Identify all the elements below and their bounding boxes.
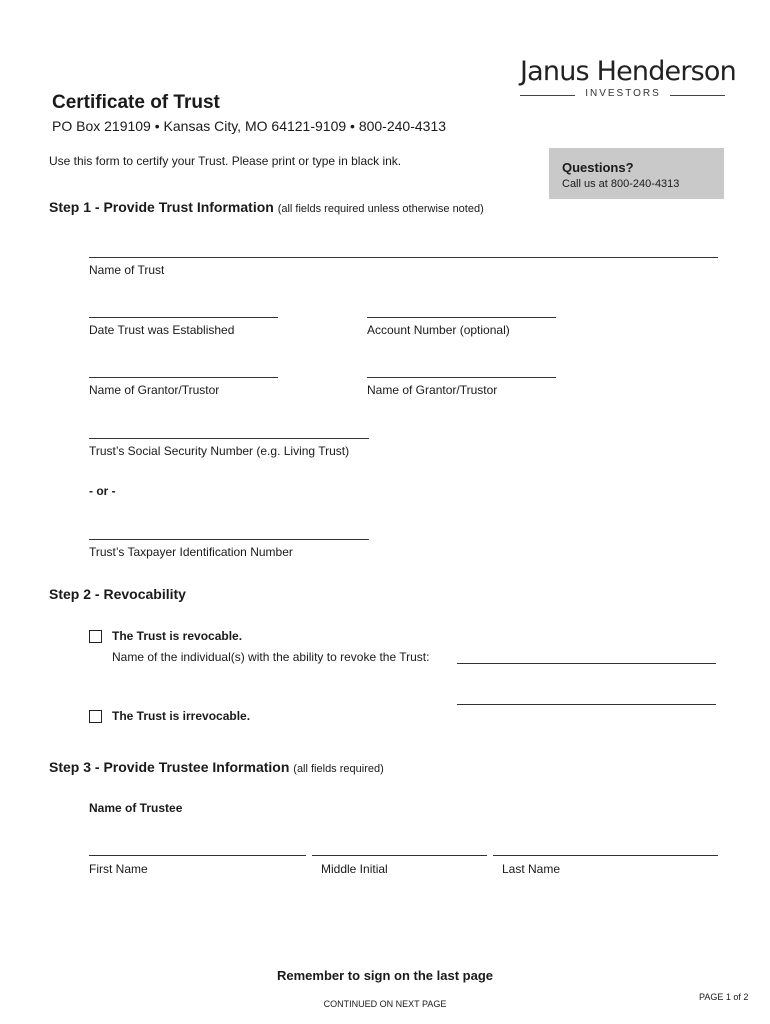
trust-name-field[interactable] — [89, 257, 718, 258]
logo-rule-left — [520, 95, 575, 96]
date-established-label: Date Trust was Established — [89, 323, 235, 337]
revocable-label: The Trust is revocable. — [112, 629, 243, 643]
logo-subtitle: INVESTORS — [585, 88, 661, 99]
account-number-field[interactable] — [367, 317, 556, 318]
or-separator: - or - — [89, 484, 116, 498]
mailing-address: PO Box 219109 • Kansas City, MO 64121-9109 • 800-240-4313 — [52, 118, 447, 134]
first-name-field[interactable] — [89, 855, 306, 856]
grantor-1-field[interactable] — [89, 377, 278, 378]
irrevocable-label: The Trust is irrevocable. — [112, 709, 251, 723]
tin-label: Trust’s Taxpayer Identification Number — [89, 545, 293, 559]
step2-heading: Step 2 - Revocability — [49, 586, 186, 602]
middle-initial-label: Middle Initial — [321, 862, 388, 876]
first-name-label: First Name — [89, 862, 148, 876]
step3-heading — [49, 759, 384, 775]
ssn-field[interactable] — [89, 438, 369, 439]
grantor-2-field[interactable] — [367, 377, 556, 378]
revoke-individuals-label: Name of the individual(s) with the ability to revoke the Trust: — [112, 650, 430, 664]
revoke-individuals-field-1[interactable] — [457, 663, 716, 664]
logo-rule-right — [670, 95, 725, 96]
continued-note: CONTINUED ON NEXT PAGE — [323, 999, 447, 1009]
sign-reminder: Remember to sign on the last page — [277, 968, 493, 983]
form-instructions: Use this form to certify your Trust. Please print or type in black ink. — [49, 154, 402, 168]
middle-initial-field[interactable] — [312, 855, 487, 856]
date-established-field[interactable] — [89, 317, 278, 318]
revoke-individuals-field-2[interactable] — [457, 704, 716, 705]
tin-field[interactable] — [89, 539, 369, 540]
revocable-checkbox[interactable] — [89, 630, 102, 643]
irrevocable-checkbox[interactable] — [89, 710, 102, 723]
ssn-label: Trust’s Social Security Number (e.g. Living Trust) — [89, 444, 350, 458]
step1-title: Step 1 - Provide Trust Information — [49, 199, 274, 215]
last-name-label: Last Name — [502, 862, 561, 876]
grantor-1-label: Name of Grantor/Trustor — [89, 383, 220, 397]
step3-title: Step 3 - Provide Trustee Information — [49, 759, 290, 775]
grantor-2-label: Name of Grantor/Trustor — [367, 383, 498, 397]
questions-box — [549, 148, 724, 199]
logo-wordmark: Janus Henderson — [520, 56, 736, 87]
step1-heading — [49, 199, 484, 215]
page-number: PAGE 1 of 2 — [699, 992, 749, 1002]
questions-phone: Call us at 800-240-4313 — [562, 178, 680, 190]
trustee-name-heading: Name of Trustee — [89, 801, 183, 815]
step3-note: (all fields required) — [293, 763, 384, 775]
trust-name-label: Name of Trust — [89, 263, 165, 277]
step1-note: (all fields required unless otherwise noted) — [277, 203, 484, 215]
logo-rule — [520, 90, 725, 100]
page-title: Certificate of Trust — [52, 92, 220, 113]
questions-title: Questions? — [562, 160, 634, 175]
last-name-field[interactable] — [493, 855, 718, 856]
account-number-label: Account Number (optional) — [367, 323, 510, 337]
